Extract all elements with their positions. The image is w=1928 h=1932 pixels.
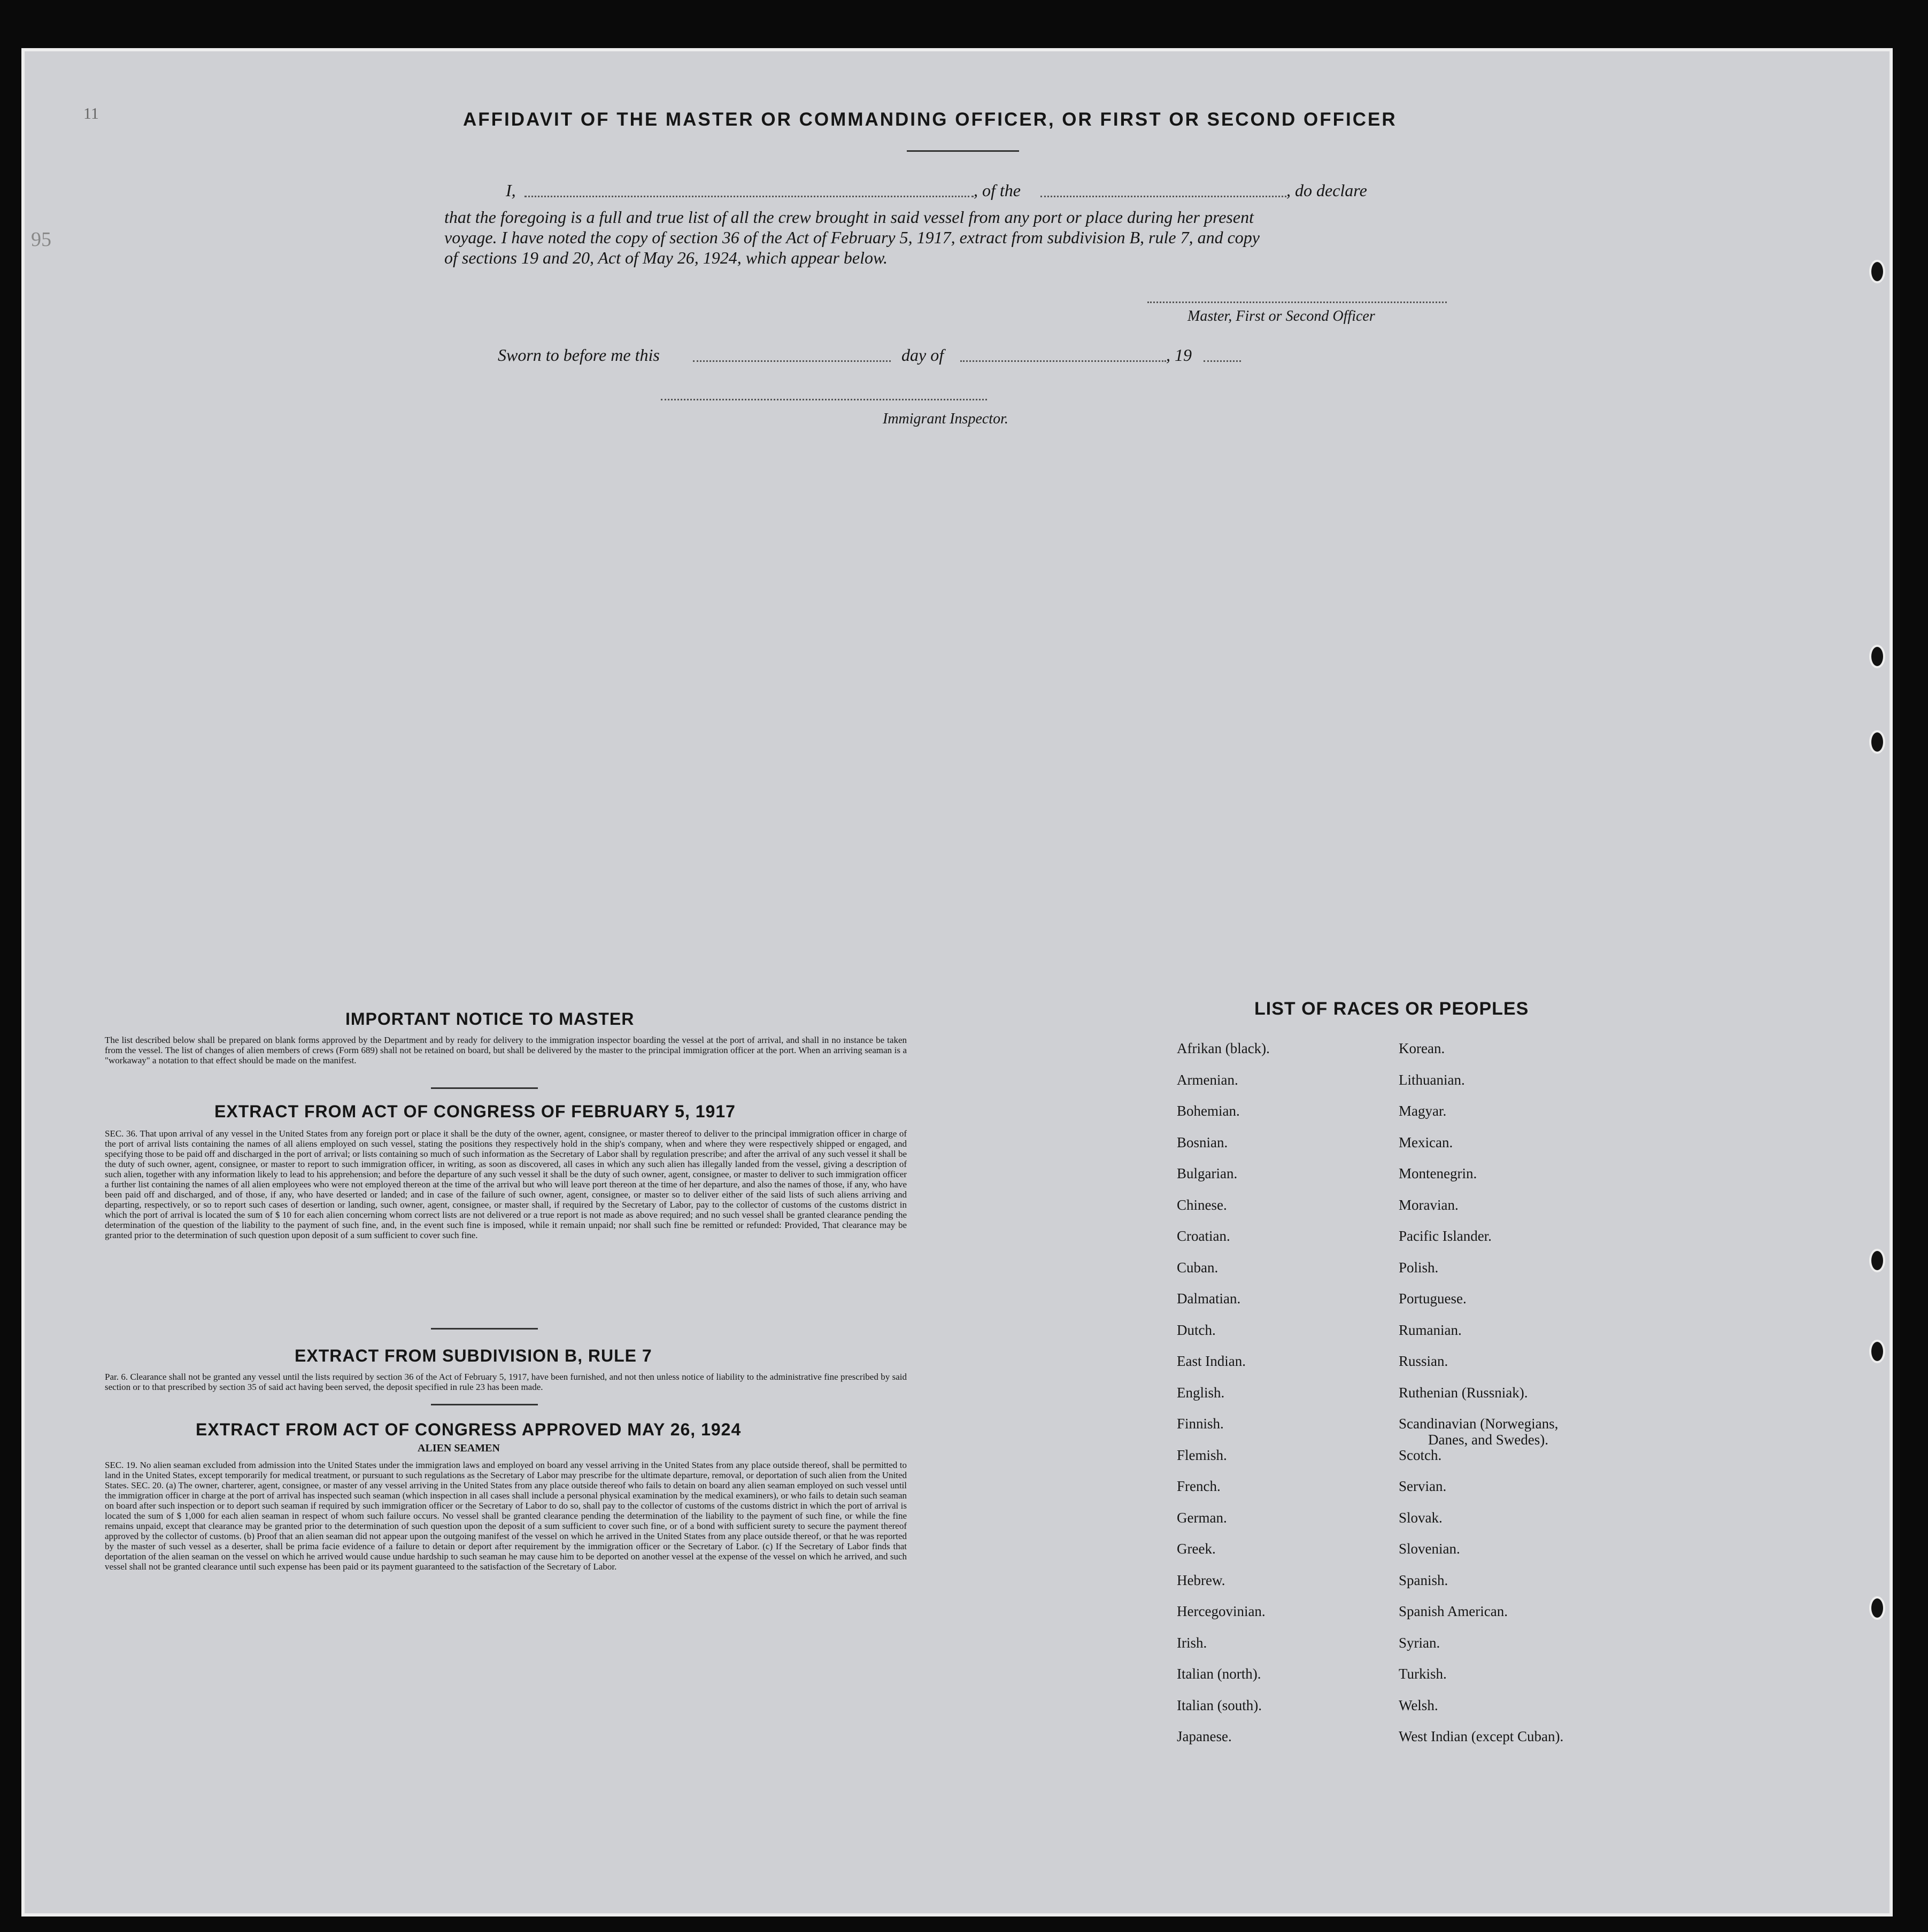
race-item: Slovak.	[1399, 1509, 1443, 1526]
declaration-line-4: of sections 19 and 20, Act of May 26, 1924, which appear below.	[444, 248, 888, 267]
race-item: Magyar.	[1399, 1103, 1447, 1119]
title-underline	[907, 150, 1019, 152]
race-item: Italian (north).	[1177, 1666, 1261, 1682]
sworn-label: Sworn to before me this	[498, 345, 660, 365]
race-item: Lithuanian.	[1399, 1071, 1465, 1088]
name-field[interactable]	[525, 196, 974, 197]
rule7-text: Par. 6. Clearance shall not be granted any vessel until the lists required by section 36 of the Act of February 5, 1917, have been furnished, and not then unless notice of liability to the administrative fine prescribed by said section or to that prescribed by section 35 of said act having been served, the deposit specified in rule 23 has been made.	[105, 1372, 907, 1392]
rule7-title: EXTRACT FROM SUBDIVISION B, RULE 7	[295, 1346, 652, 1365]
declaration-line-1: I,	[506, 181, 516, 200]
binding-hole	[1869, 1596, 1885, 1620]
race-item: Bohemian.	[1177, 1103, 1240, 1119]
year-label: , 19	[1166, 345, 1192, 365]
binding-hole	[1869, 1340, 1885, 1363]
race-item: Scotch.	[1399, 1447, 1442, 1463]
race-item: English.	[1177, 1384, 1225, 1401]
extract-1924-title: EXTRACT FROM ACT OF CONGRESS APPROVED MAY 26, 1924	[196, 1420, 742, 1439]
race-item: Danes, and Swedes).	[1428, 1432, 1548, 1448]
inspector-signature-line[interactable]	[661, 399, 987, 400]
divider-3	[431, 1404, 538, 1405]
extract-1917-title: EXTRACT FROM ACT OF CONGRESS OF FEBRUARY 5, 1917	[214, 1102, 736, 1121]
race-item: Welsh.	[1399, 1697, 1438, 1713]
binding-hole	[1869, 260, 1885, 283]
race-item: Flemish.	[1177, 1447, 1227, 1463]
sworn-year-field[interactable]	[1204, 360, 1241, 362]
extract-1917-text: SEC. 36. That upon arrival of any vessel in the United States from any foreign port or place it shall be the duty of the owner, agent, consignee, or master thereof to deliver to the principal immigration officer in charge of the port of arrival lists containing the names of all aliens employed on such vessel, stating the positions they respectively hold in the ship's company, when and where they were respectively shipped or engaged, and specifying those to be paid off and discharged in the port of arrival; or lists containing so much of such information as the Secretary of Labor shall by regulation prescribe; and after the arrival of any such vessel it shall be the duty of such owner, agent, consignee, or master to report to such immigration officer, in writing, as soon as discovered, all cases in which any such alien has illegally landed from the vessel, giving a description of such alien, together with any information likely to lead to his apprehension; and before the departure of any such vessel it shall be the duty of such owner, agent, consignee, or master to deliver to such immigration officer a further list containing the names of all alien employees who were not employed thereon at the time of the arrival but who will leave port thereon at the time of her departure, and also the names of those, if any, who have been paid off and discharged, and of those, if any, who have deserted or landed; and in case of the failure of such owner, agent, consignee, or master so to deliver either of the said lists of such aliens arriving and departing, respectively, or so to report such cases of desertion or landing, such owner, agent, consignee, or master shall, if required by the Secretary of Labor, pay to the collector of customs of the customs district in which the port of arrival is located the sum of $ 10 for each alien concerning whom correct lists are not delivered or a true report is not made as above required; and no such vessel shall be granted clearance pending the determination of the question of the liability to the payment of such fine, and, in the event such fine is imposed, while it remain unpaid; nor shall such fine be remitted or refunded: Provided, That clearance may be granted prior to the determination of such question upon deposit of a sum sufficient to cover such fine.	[105, 1129, 907, 1240]
race-item: German.	[1177, 1509, 1227, 1526]
race-item: Hebrew.	[1177, 1572, 1225, 1588]
race-item: Italian (south).	[1177, 1697, 1262, 1713]
race-item: Polish.	[1399, 1259, 1439, 1276]
extract-1924-subtitle: ALIEN SEAMEN	[418, 1442, 500, 1454]
declaration-line-3: voyage. I have noted the copy of section 36 of the Act of February 5, 1917, extract from subdivision B, rule 7, and copy	[444, 228, 1260, 247]
race-item: Cuban.	[1177, 1259, 1219, 1276]
margin-number: 95	[31, 228, 51, 251]
race-item: Slovenian.	[1399, 1541, 1460, 1557]
race-item: Ruthenian (Russniak).	[1399, 1384, 1528, 1401]
races-title: LIST OF RACES OR PEOPLES	[1254, 999, 1529, 1019]
race-item: Mexican.	[1399, 1134, 1453, 1150]
race-item: Rumanian.	[1399, 1322, 1462, 1338]
race-item: East Indian.	[1177, 1353, 1246, 1369]
race-item: Spanish American.	[1399, 1603, 1508, 1619]
day-of-label: day of	[901, 345, 944, 365]
race-item: West Indian (except Cuban).	[1399, 1728, 1564, 1744]
vessel-field[interactable]	[1040, 196, 1286, 197]
race-item: Finnish.	[1177, 1416, 1224, 1432]
divider-2	[431, 1328, 538, 1330]
race-item: Armenian.	[1177, 1071, 1238, 1088]
race-item: Russian.	[1399, 1353, 1448, 1369]
sworn-day-field[interactable]	[693, 360, 891, 362]
document-sheet	[21, 48, 1893, 1916]
race-item: Croatian.	[1177, 1228, 1230, 1244]
race-item: Portuguese.	[1399, 1290, 1467, 1307]
sworn-month-field[interactable]	[960, 360, 1166, 362]
race-item: Dalmatian.	[1177, 1290, 1241, 1307]
inspector-label: Immigrant Inspector.	[883, 411, 1008, 427]
binding-hole	[1869, 1249, 1885, 1272]
race-item: Spanish.	[1399, 1572, 1448, 1588]
of-the-label: , of the	[974, 181, 1021, 200]
notice-title: IMPORTANT NOTICE TO MASTER	[345, 1009, 635, 1029]
do-declare-label: , do declare	[1286, 181, 1367, 200]
race-item: Moravian.	[1399, 1196, 1459, 1213]
corner-mark: 11	[83, 105, 99, 122]
race-item: Servian.	[1399, 1478, 1447, 1494]
race-item: French.	[1177, 1478, 1221, 1494]
race-item: Chinese.	[1177, 1196, 1227, 1213]
race-item: Irish.	[1177, 1634, 1207, 1651]
binding-hole	[1869, 730, 1885, 754]
affidavit-title: AFFIDAVIT OF THE MASTER OR COMMANDING OFFICER, OR FIRST OR SECOND OFFICER	[463, 109, 1397, 130]
binding-hole	[1869, 645, 1885, 668]
race-item: Pacific Islander.	[1399, 1228, 1492, 1244]
extract-1924-text: SEC. 19. No alien seaman excluded from admission into the United States under the immigration laws and employed on board any vessel arriving in the United States from any place outside thereof, shall be permitted to land in the United States, except temporarily for medical treatment, or pursuant to such regulations as the Secretary of Labor may prescribe for the ultimate departure, removal, or deportation of such alien from the United States. SEC. 20. (a) The owner, charterer, agent, consignee, or master of any vessel arriving in the United States from any place outside thereof who fails to detain on board any alien seaman employed on such vessel until the immigration officer in charge at the port of arrival has inspected such seaman (which inspection in all cases shall include a personal physical examination by the medical examiners), or who fails to detain such seaman on board after such inspection or to deport such seaman if required by such immigration officer or the Secretary of Labor to do so, shall pay to the collector of customs of the customs district in which the port of arrival is located the sum of $ 1,000 for each alien seaman in respect of whom such failure occurs. No vessel shall be granted clearance pending the determination of the liability to the payment of such fine, or while the fine remains unpaid, except that clearance may be granted prior to the determination of such question upon the deposit of a sum sufficient to cover such fine, or of a bond with sufficient surety to secure the payment thereof approved by the collector of customs. (b) Proof that an alien seaman did not appear upon the outgoing manifest of the vessel on which he arrived in the United States from any place outside thereof, or that he was reported by the master of such vessel as a deserter, shall be prima facie evidence of a failure to detain or deport after requirement by the immigration officer or the Secretary of Labor. (c) If the Secretary of Labor finds that deportation of the alien seaman on the vessel on which he arrived would cause undue hardship to such seaman he may cause him to be deported on another vessel at the expense of the vessel on which he arrived, and such vessel shall not be granted clearance until such expense has been paid or its payment guaranteed to the satisfaction of the Secretary of Labor.	[105, 1460, 907, 1572]
declaration-line-2: that the foregoing is a full and true list of all the crew brought in said vessel from any port or place during her present	[444, 207, 1254, 227]
master-signature-line[interactable]	[1147, 302, 1447, 303]
race-item: Scandinavian (Norwegians,	[1399, 1416, 1559, 1432]
race-item: Syrian.	[1399, 1634, 1440, 1651]
race-item: Turkish.	[1399, 1666, 1447, 1682]
master-label: Master, First or Second Officer	[1187, 308, 1375, 324]
race-item: Montenegrin.	[1399, 1165, 1477, 1181]
race-item: Afrikan (black).	[1177, 1040, 1270, 1056]
divider-1	[431, 1087, 538, 1089]
race-item: Japanese.	[1177, 1728, 1232, 1744]
race-item: Bosnian.	[1177, 1134, 1228, 1150]
race-item: Korean.	[1399, 1040, 1445, 1056]
race-item: Dutch.	[1177, 1322, 1216, 1338]
notice-text: The list described below shall be prepared on blank forms approved by the Department and by ready for delivery to the immigration inspector boarding the vessel at the port of arrival, and shall in no instance be taken from the vessel. The list of changes of alien members of crews (Form 689) shall not be retained on board, but shall be delivered by the master to the principal immigration officer at the port. When an arriving seaman is a "workaway" a notation to that effect should be made on the manifest.	[105, 1035, 907, 1065]
race-item: Hercegovinian.	[1177, 1603, 1266, 1619]
race-item: Bulgarian.	[1177, 1165, 1238, 1181]
race-item: Greek.	[1177, 1541, 1216, 1557]
